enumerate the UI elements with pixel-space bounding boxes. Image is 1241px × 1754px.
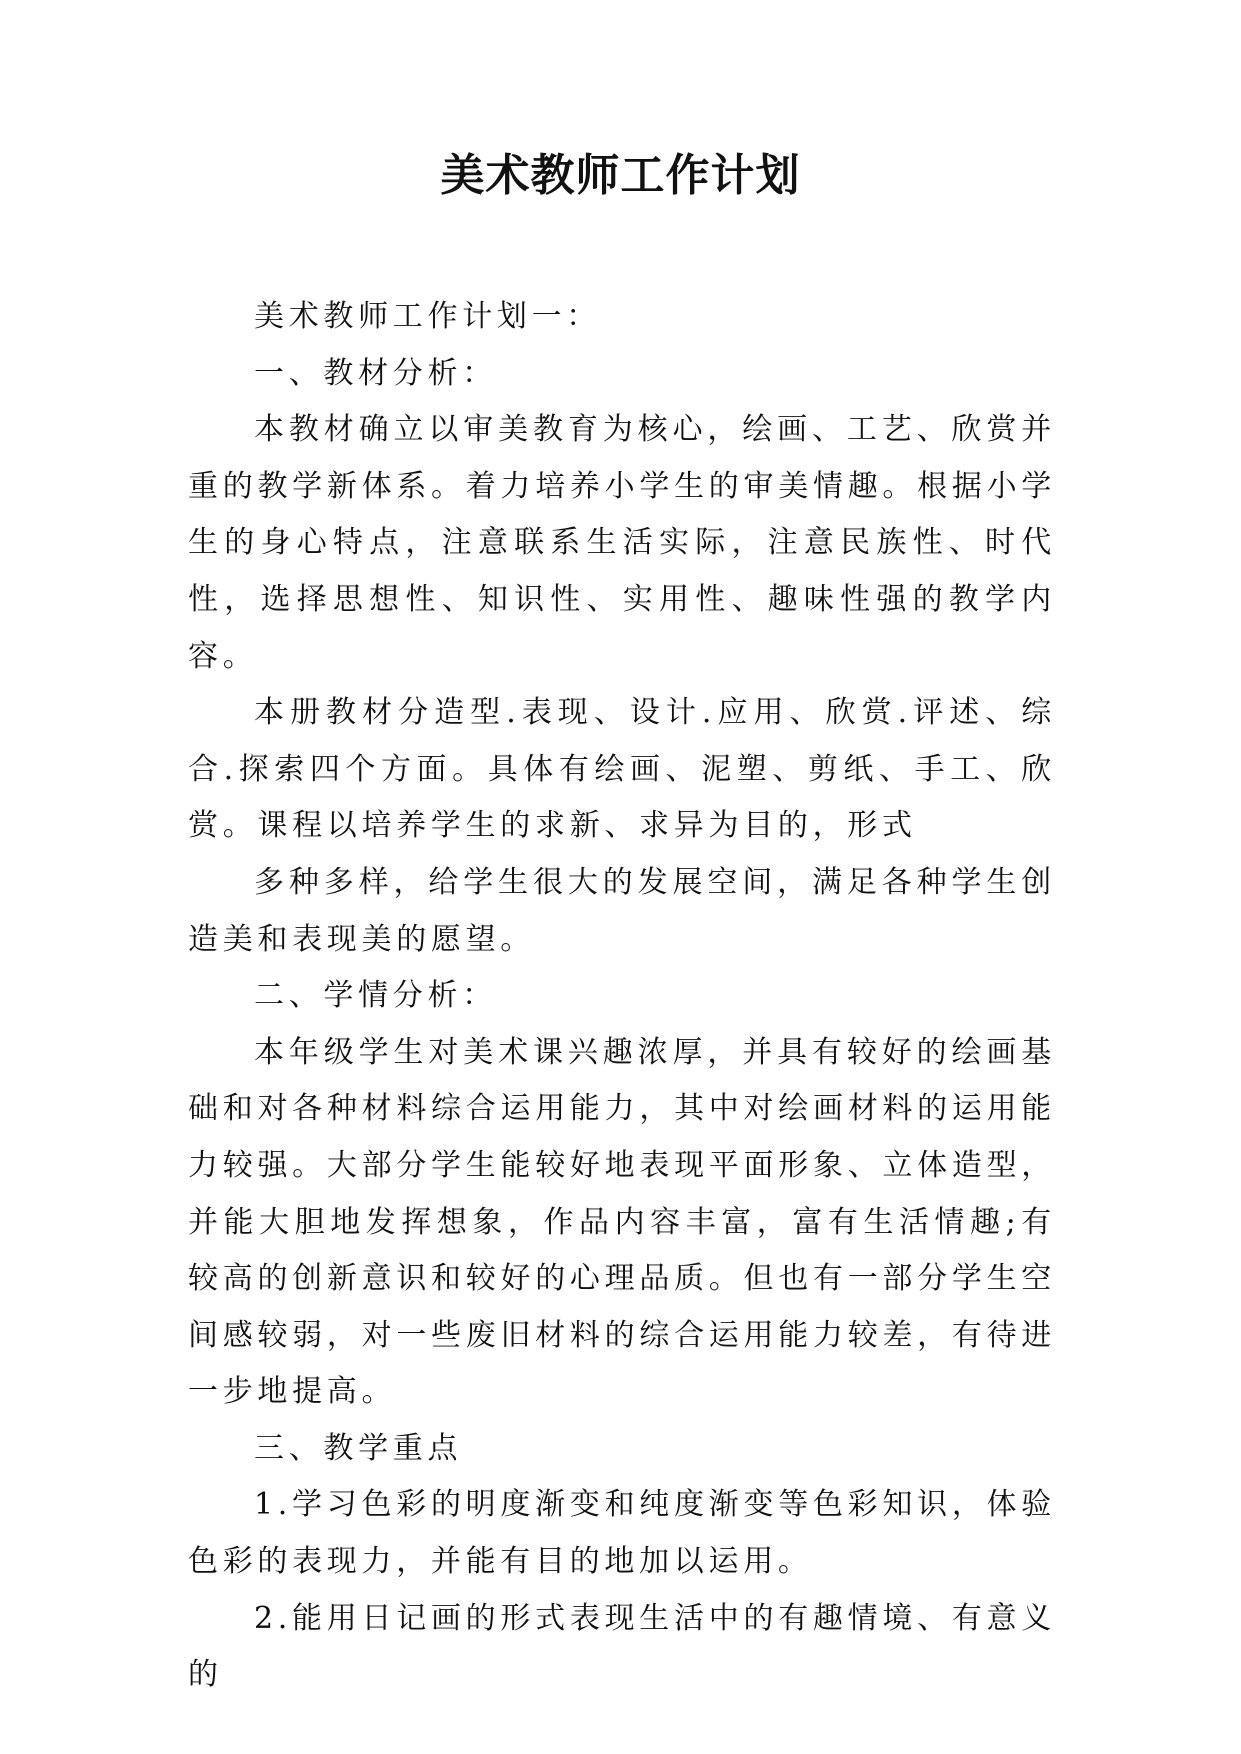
paragraph-textbook-content: 本册教材分造型.表现、设计.应用、欣赏.评述、综合.探索四个方面。具体有绘画、泥塑、剪纸、手工、欣赏。课程以培养学生的求新、求异为目的，形式 bbox=[188, 695, 1056, 844]
paragraph-section-one-heading: 一、教材分析： bbox=[254, 355, 497, 391]
paragraph-focus-item-1: 1.学习色彩的明度渐变和纯度渐变等色彩知识，体验色彩的表现力，并能有目的地加以运用。 bbox=[188, 1487, 1056, 1580]
paragraph-plan-one-heading: 美术教师工作计划一： bbox=[254, 299, 601, 334]
paragraph-textbook-goals: 多种多样，给学生很大的发展空间，满足各种学生创造美和表现美的愿望。 bbox=[188, 864, 1056, 957]
document-title: 美术教师工作计划 bbox=[440, 150, 801, 201]
paragraph-section-two-heading: 二、学情分析： bbox=[254, 978, 497, 1014]
paragraph-focus-item-2: 2.能用日记画的形式表现生活中的有趣情境、有意义的 bbox=[188, 1600, 1056, 1693]
paragraph-section-three-heading: 三、教学重点 bbox=[254, 1430, 463, 1466]
paragraph-textbook-intro: 本教材确立以审美教育为核心，绘画、工艺、欣赏并重的教学新体系。着力培养小学生的审美情趣。根据小学生的身心特点，注意联系生活实际，注意民族性、时代性，选择思想性、知识性、实用性、趣味性强的教学内容。 bbox=[188, 412, 1056, 674]
paragraph-student-analysis: 本年级学生对美术课兴趣浓厚，并具有较好的绘画基础和对各种材料综合运用能力，其中对绘画材料的运用能力较强。大部分学生能较好地表现平面形象、立体造型，并能大胆地发挥想象，作品内容丰富，富有生活情趣;有较高的创新意识和较好的心理品质。但也有一部分学生空间感较弱，对一些废旧材料的综合运用能力较差，有待进一步地提高。 bbox=[188, 1034, 1056, 1410]
document-body bbox=[188, 289, 1056, 1704]
